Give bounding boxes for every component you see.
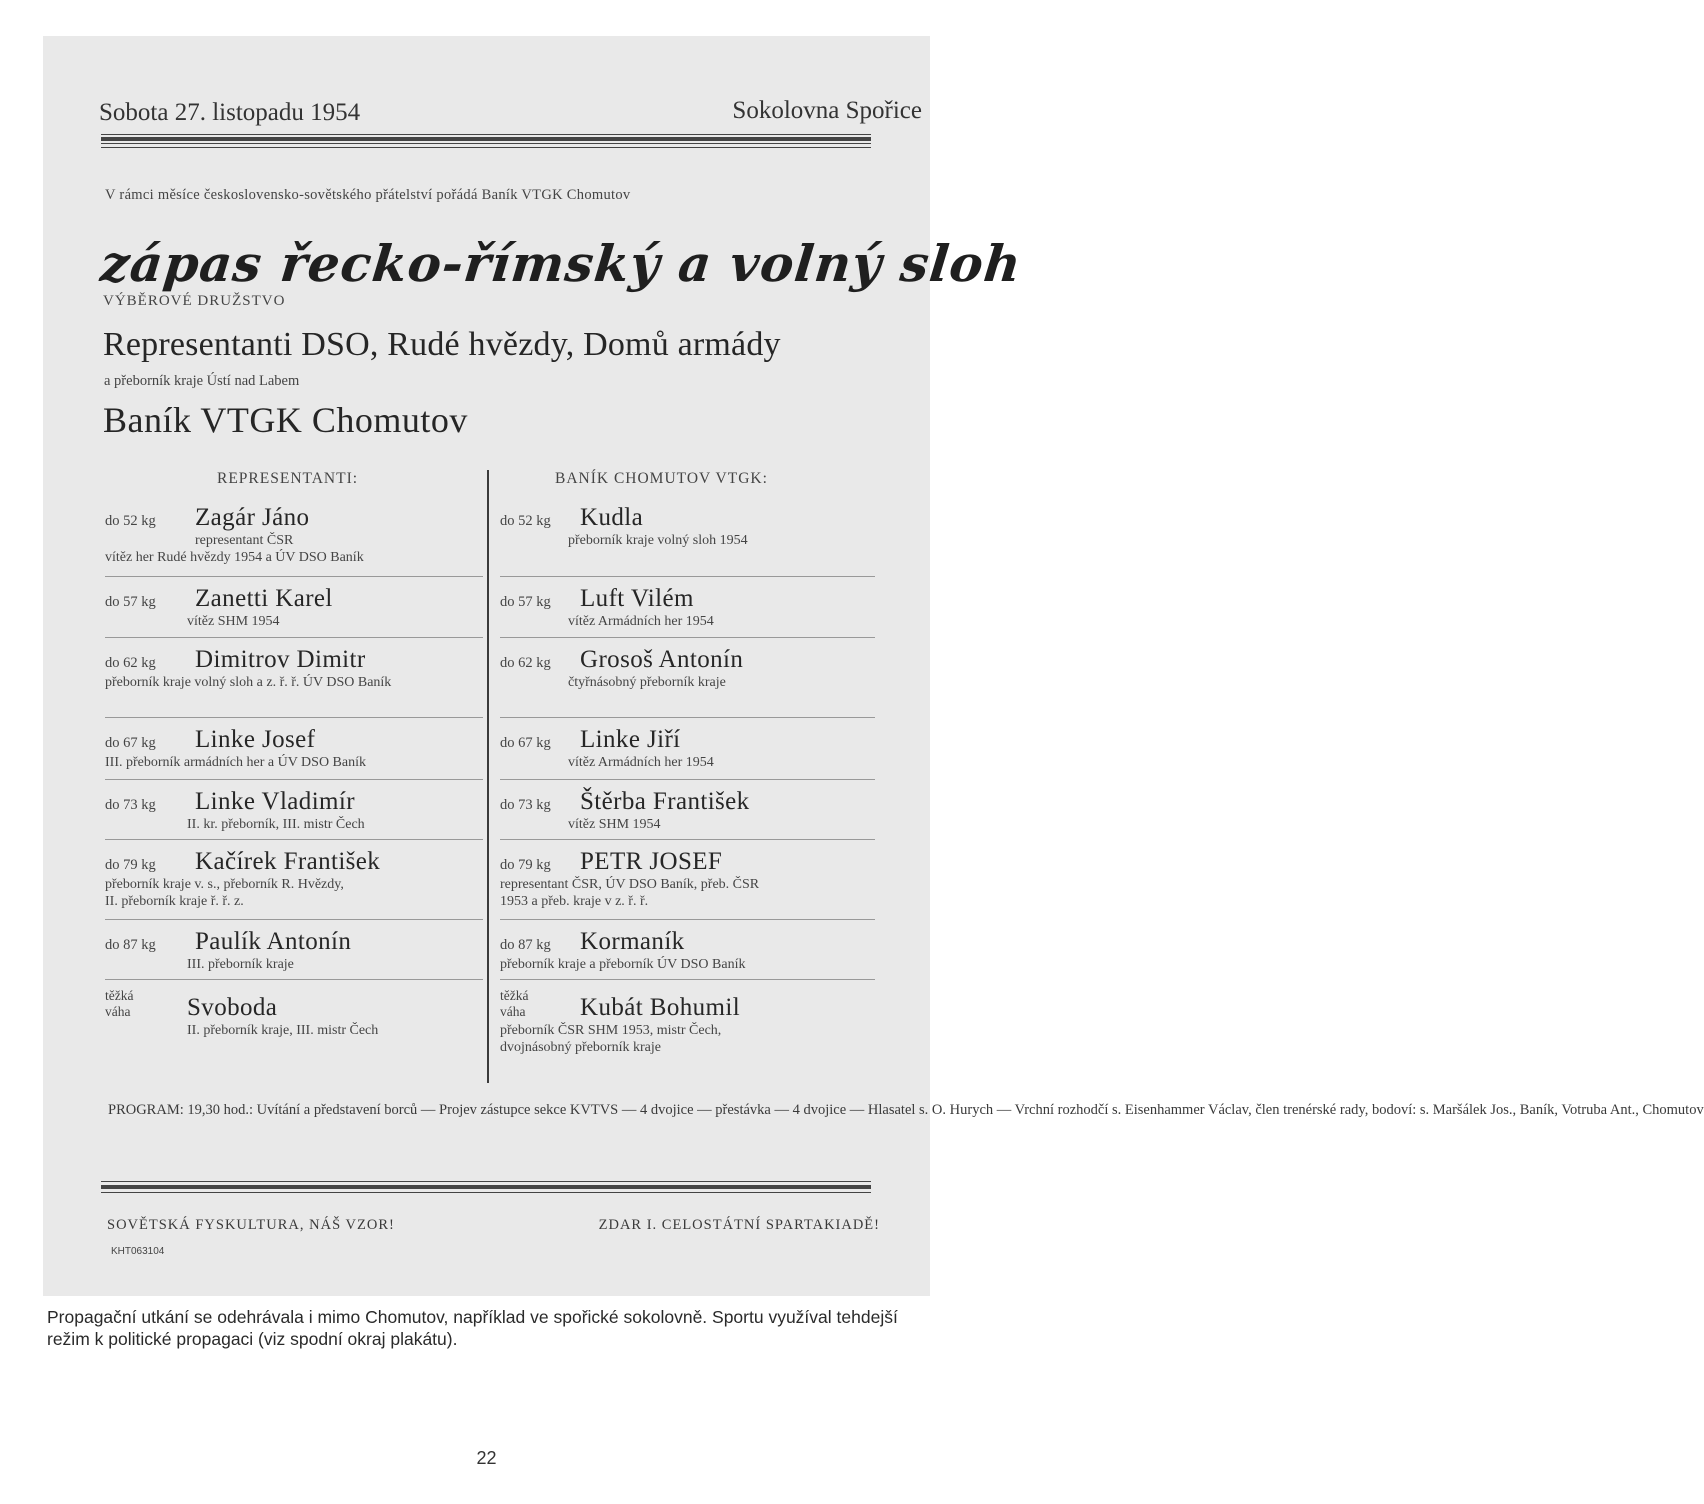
wrestler-note: 1953 a přeb. kraje v z. ř. ř. (500, 894, 649, 909)
column-divider (487, 470, 489, 1083)
match-title: zápas řecko-římský a volný sloh (97, 234, 1025, 293)
wrestler-entry (105, 980, 483, 1052)
slogan-left: SOVĚTSKÁ FYSKULTURA, NÁŠ VZOR! (107, 1217, 395, 1233)
wrestler-note: dvojnásobný přeborník kraje (500, 1040, 661, 1055)
divider (101, 1185, 871, 1189)
wrestler-note: II. kr. přeborník, III. mistr Čech (187, 817, 365, 832)
representatives-column (105, 504, 483, 1052)
wrestler-entry (105, 577, 483, 638)
wrestler-entry (105, 718, 483, 780)
wrestler-note: vítěz SHM 1954 (568, 817, 661, 832)
wrestler-note: přeborník kraje volný sloh a z. ř. ř. ÚV DSO Baník (105, 675, 392, 690)
wrestler-name: Kubát Bohumil (580, 994, 741, 1021)
banik-column (500, 504, 875, 1060)
champion-line: a přeborník kraje Ústí nad Labem (104, 373, 300, 389)
weight-class: do 57 kg (105, 594, 156, 610)
weight-class: do 67 kg (105, 735, 156, 751)
wrestler-note: representant ČSR, ÚV DSO Baník, přeb. ČSR (500, 877, 760, 892)
wrestler-name: Paulík Antonín (195, 928, 352, 955)
wrestler-note: vítěz Armádních her 1954 (568, 755, 714, 770)
weight-class: do 57 kg (500, 594, 551, 610)
wrestler-entry (500, 638, 875, 718)
divider (101, 1181, 871, 1182)
wrestler-note: přeborník ČSR SHM 1953, mistr Čech, (500, 1023, 722, 1038)
event-venue: Sokolovna Spořice (732, 97, 922, 124)
divider (101, 1192, 871, 1193)
wrestler-name: Kačírek František (195, 848, 381, 875)
intro-text: V rámci měsíce československo-sovětského přátelství pořádá Baník VTGK Chomutov (105, 187, 631, 203)
event-date: Sobota 27. listopadu 1954 (99, 99, 361, 126)
wrestler-entry (105, 504, 483, 577)
wrestler-entry (105, 920, 483, 980)
wrestler-note: vítěz her Rudé hvězdy 1954 a ÚV DSO Baník (105, 550, 364, 565)
wrestler-note: representant ČSR (195, 533, 294, 548)
wrestler-note: vítěz Armádních her 1954 (568, 614, 714, 629)
weight-class: do 73 kg (105, 797, 156, 813)
wrestler-name: Svoboda (187, 994, 278, 1021)
weight-class: do 87 kg (105, 937, 156, 953)
weight-class: do 52 kg (500, 513, 551, 529)
figure-caption: Propagační utkání se odehrávala i mimo Chomutov, například ve spořické sokolovně. Sportu využíval tehdejší režim k politické propagaci (viz spodní okraj plakátu). (47, 1307, 898, 1349)
wrestler-entry (500, 780, 875, 840)
home-team-heading: Baník VTGK Chomutov (103, 400, 468, 440)
poster-image (43, 36, 1704, 1296)
team-label: VÝBĚROVÉ DRUŽSTVO (103, 293, 286, 309)
programme-text: PROGRAM: 19,30 hod.: Uvítání a představení borců — Projev zástupce sekce KVTVS — 4 dvojice — přestávka — 4 dvojice — Hlasatel s. O. Hurych — Vrchní rozhodčí s. Eisenhammer Václav, člen trenérské rady, bodoví: s. Maršálek Jos., Baník, Votruba Ant., Chomutov (108, 1102, 1704, 1118)
wrestler-entry (500, 504, 875, 577)
wrestler-name: Luft Vilém (580, 585, 694, 612)
wrestler-entry (105, 840, 483, 920)
wrestler-name: Zanetti Karel (195, 585, 333, 612)
weight-class: těžká váha (105, 988, 134, 1019)
wrestler-note: II. přeborník kraje, III. mistr Čech (187, 1023, 379, 1038)
representatives-heading: Representanti DSO, Rudé hvězdy, Domů armády (103, 326, 781, 363)
wrestler-entry (500, 577, 875, 638)
divider (101, 143, 871, 144)
wrestler-note: III. přeborník kraje (187, 957, 294, 972)
wrestler-note: čtyřnásobný přeborník kraje (568, 675, 726, 690)
wrestler-note: vítěz SHM 1954 (187, 614, 280, 629)
wrestler-name: Dimitrov Dimitr (195, 646, 366, 673)
wrestler-name: Kudla (580, 504, 644, 531)
wrestler-note: přeborník kraje a přeborník ÚV DSO Baník (500, 957, 746, 972)
wrestler-name: Štěrba František (580, 788, 750, 815)
page-number: 22 (476, 1448, 497, 1468)
slogan-right: ZDAR I. CELOSTÁTNÍ SPARTAKIADĚ! (598, 1217, 880, 1233)
wrestler-name: Linke Jiří (580, 726, 681, 753)
wrestler-entry (500, 980, 875, 1060)
wrestler-entry (500, 920, 875, 980)
wrestler-note: přeborník kraje v. s., přeborník R. Hvězdy, (105, 877, 344, 892)
wrestler-name: Linke Vladimír (195, 788, 355, 815)
wrestler-entry (500, 840, 875, 920)
wrestler-name: Zagár Jáno (195, 504, 310, 531)
weight-class: do 52 kg (105, 513, 156, 529)
weight-class: do 67 kg (500, 735, 551, 751)
wrestler-name: PETR JOSEF (580, 848, 723, 875)
weight-class: do 87 kg (500, 937, 551, 953)
weight-class: do 62 kg (105, 655, 156, 671)
left-column-header: REPRESENTANTI: (217, 470, 359, 487)
weight-class: těžká váha (500, 988, 529, 1019)
weight-class: do 79 kg (105, 857, 156, 873)
wrestler-name: Linke Josef (195, 726, 316, 753)
wrestler-name: Grosoš Antonín (580, 646, 744, 673)
weight-class: do 73 kg (500, 797, 551, 813)
wrestler-note: III. přeborník armádních her a ÚV DSO Baník (105, 755, 367, 770)
wrestler-entry (105, 780, 483, 840)
archive-code: KHT063104 (111, 1246, 165, 1257)
divider (101, 147, 871, 148)
wrestler-note: přeborník kraje volný sloh 1954 (568, 533, 748, 548)
weight-class: do 79 kg (500, 857, 551, 873)
wrestler-name: Kormaník (580, 928, 685, 955)
divider (101, 137, 871, 141)
divider (101, 134, 871, 135)
wrestler-note: II. přeborník kraje ř. ř. z. (105, 894, 244, 909)
wrestler-entry (105, 638, 483, 718)
wrestler-entry (500, 718, 875, 780)
weight-class: do 62 kg (500, 655, 551, 671)
right-column-header: BANÍK CHOMUTOV VTGK: (555, 470, 768, 487)
